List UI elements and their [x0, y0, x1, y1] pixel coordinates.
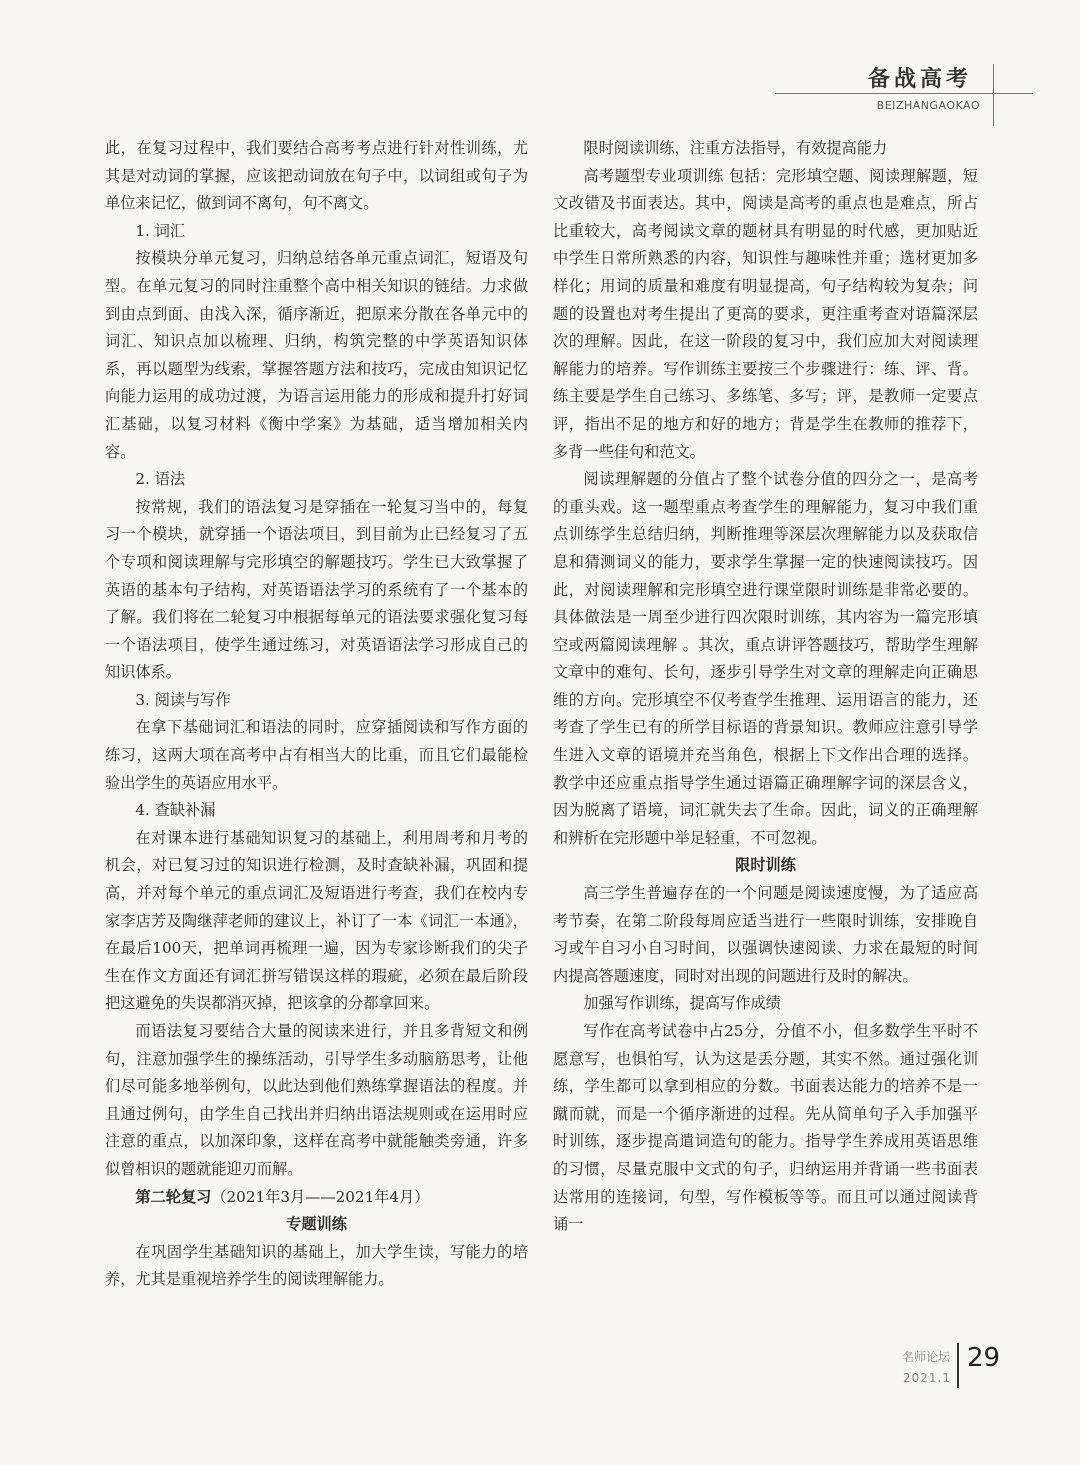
section-heading: 4. 查缺补漏: [135, 801, 216, 820]
header-rule: [775, 93, 1033, 94]
paragraph: 按模块分单元复习，归纳总结各单元重点词汇，短语及句型。在单元复习的同时注重整个高中相关知识的链结。力求做到由点到面、由浅入深，循序渐近，把原来分散在各单元中的词汇、知识点加以梳理、归纳，构筑完整的中学英语知识体系，再以题型为线索，掌握答题方法和技巧，完成由知识记忆向能力运用的成功过渡，为语言运用能力的形成和提升打好词汇基础，以复习材料《衡中学案》为基础，适当增加相关内容。: [105, 249, 528, 461]
paragraph: 在对课本进行基础知识复习的基础上，利用周考和月考的机会，对已复习过的知识进行检测，及时查缺补漏，巩固和提高，并对每个单元的重点词汇及短语进行考查，我们在校内专家李店芳及陶继萍老师的建议上，补订了一本《词汇一本通》，在最后100天，把单词再梳理一遍，因为专家诊断我们的尖子生在作文方面还有词汇拼写错误这样的瑕疵，必须在最后阶段把这避免的失误都消灭掉，把该拿的分都拿回来。: [105, 828, 528, 1013]
header-vertical-rule: [993, 64, 994, 126]
left-column: [105, 135, 528, 1294]
issue-date: 2021.1: [903, 1371, 951, 1385]
section-heading: 限时阅读训练，注重方法指导，有效提高能力: [583, 139, 888, 157]
round-dates: （2021年3月——2021年4月）: [211, 1187, 430, 1206]
paragraph: 写作在高考试卷中占25分，分值不小，但多数学生平时不愿意写，也惧怕写，认为这是丢分题，其实不然。通过强化训练，学生都可以拿到相应的分数。书面表达能力的培养不是一蹴而就，而是一个循序渐进的过程。先从简单句子入手加强平时训练，逐步提高遣词造句的能力。指导学生养成用英语思维的习惯，尽量克服中文式的句子，归纳运用并背诵一些书面表达常用的连接词，句型，写作模板等等。而且可以通过阅读背诵一: [553, 1022, 978, 1234]
column-header-subtitle: BEIZHANGAOKAO: [876, 99, 980, 112]
footer-rule: [957, 1343, 959, 1388]
journal-name: 名师论坛: [902, 1350, 951, 1364]
paragraph: 在巩固学生基础知识的基础上，加大学生读，写能力的培养，尤其是重视培养学生的阅读理解能力。: [105, 1242, 528, 1289]
paragraph: 高三学生普遍存在的一个问题是阅读速度慢，为了适应高考节奏，在第二阶段每周应适当进行一些限时训练，安排晚自习或午自习小自习时间，以强调快速阅读、力求在最短的时间内提高答题速度，同时对出现的问题进行及时的解决。: [553, 884, 978, 985]
section-heading: 1. 词汇: [135, 221, 186, 240]
paragraph: 阅读理解题的分值占了整个试卷分值的四分之一，是高考的重头戏。这一题型重点考查学生的理解能力，复习中我们重点训练学生总结归纳，判断推理等深层次理解能力以及获取信息和猜测词义的能力，要求学生掌握一定的快速阅读技巧。因此，对阅读理解和完形填空进行课堂限时训练是非常必要的。具体做法是一周至少进行四次限时训练，其内容为一篇完形填空或两篇阅读理解 。其次，重点讲评答题技巧，帮助学生理解文章中的难句、长句，逐步引导学生对文章的理解走向正确思维的方向。完形填空不仅考查学生推理、运用语言的能力，还考查了学生已有的所学目标语的背景知识。教师应注意引导学生进入文章的语境并充当角色，根据上下文作出合理的选择。教学中还应重点指导学生通过语篇正确理解字词的深层含义，因为脱离了语境，词汇就失去了生命。因此，词义的正确理解和辨析在完形题中举足轻重，不可忽视。: [553, 470, 978, 847]
paragraph: 而语法复习要结合大量的阅读来进行，并且多背短文和例句，注意加强学生的操练活动，引导学生多动脑筋思考，让他们尽可能多地举例句，以此达到他们熟练掌握语法的程度。并且通过例句，由学生自己找出并归纳出语法规则或在运用时应注意的重点，以加深印象，这样在高考中就能触类旁通，许多似曾相识的题就能迎刃而解。: [105, 1022, 528, 1178]
paragraph: 此，在复习过程中，我们要结合高考考点进行针对性训练，尤其是对动词的掌握，应该把动词放在句子中，以词组或句子为单位来记忆，做到词不离句，句不离文。: [105, 139, 528, 213]
section-heading: 3. 阅读与写作: [135, 690, 231, 709]
paragraph: 高考题型专业项训练 包括：完形填空题、阅读理解题，短文改错及书面表达。其中，阅读是高考的重点也是难点，所占比重较大，高考阅读文章的题材具有明显的时代感，更加贴近中学生日常所熟悉的内容，知识性与趣味性并重；选材更加多样化；用词的质量和难度有明显提高，句子结构较为复杂；问题的设置也对考生提出了更高的要求，更注重考查对语篇深层次的理解。因此，在这一阶段的复习中，我们应加大对阅读理解能力的培养。写作训练主要按三个步骤进行：练、评、背。练主要是学生自己练习、多练笔、多写；评，是教师一定要点评，指出不足的地方和好的地方；背是学生在教师的推荐下，多背一些佳句和范文。: [553, 166, 978, 461]
column-header-title: 备战高考: [867, 67, 972, 92]
page-number: 29: [967, 1343, 1001, 1373]
section-heading: 2. 语法: [135, 470, 186, 489]
subsection-heading: 限时训练: [735, 856, 796, 875]
round-title: 第二轮复习: [135, 1187, 212, 1206]
paragraph: 在拿下基础词汇和语法的同时，应穿插阅读和写作方面的练习，这两大项在高考中占有相当大的比重，而且它们最能检验出学生的英语应用水平。: [105, 718, 528, 792]
paragraph: 按常规，我们的语法复习是穿插在一轮复习当中的，每复习一个模块，就穿插一个语法项目，到目前为止已经复习了五个专项和阅读理解与完形填空的解题技巧。学生已大致掌握了英语的基本句子结构，对英语语法学习的系统有了一个基本的了解。我们将在二轮复习中根据每单元的语法要求强化复习每一个语法项目，使学生通过练习，对英语语法学习形成自己的知识体系。: [105, 497, 528, 682]
round-heading: [105, 1184, 528, 1212]
section-heading: 加强写作训练，提高写作成绩: [583, 994, 781, 1013]
right-column: [553, 135, 978, 1239]
subsection-heading: 专题训练: [286, 1215, 347, 1234]
